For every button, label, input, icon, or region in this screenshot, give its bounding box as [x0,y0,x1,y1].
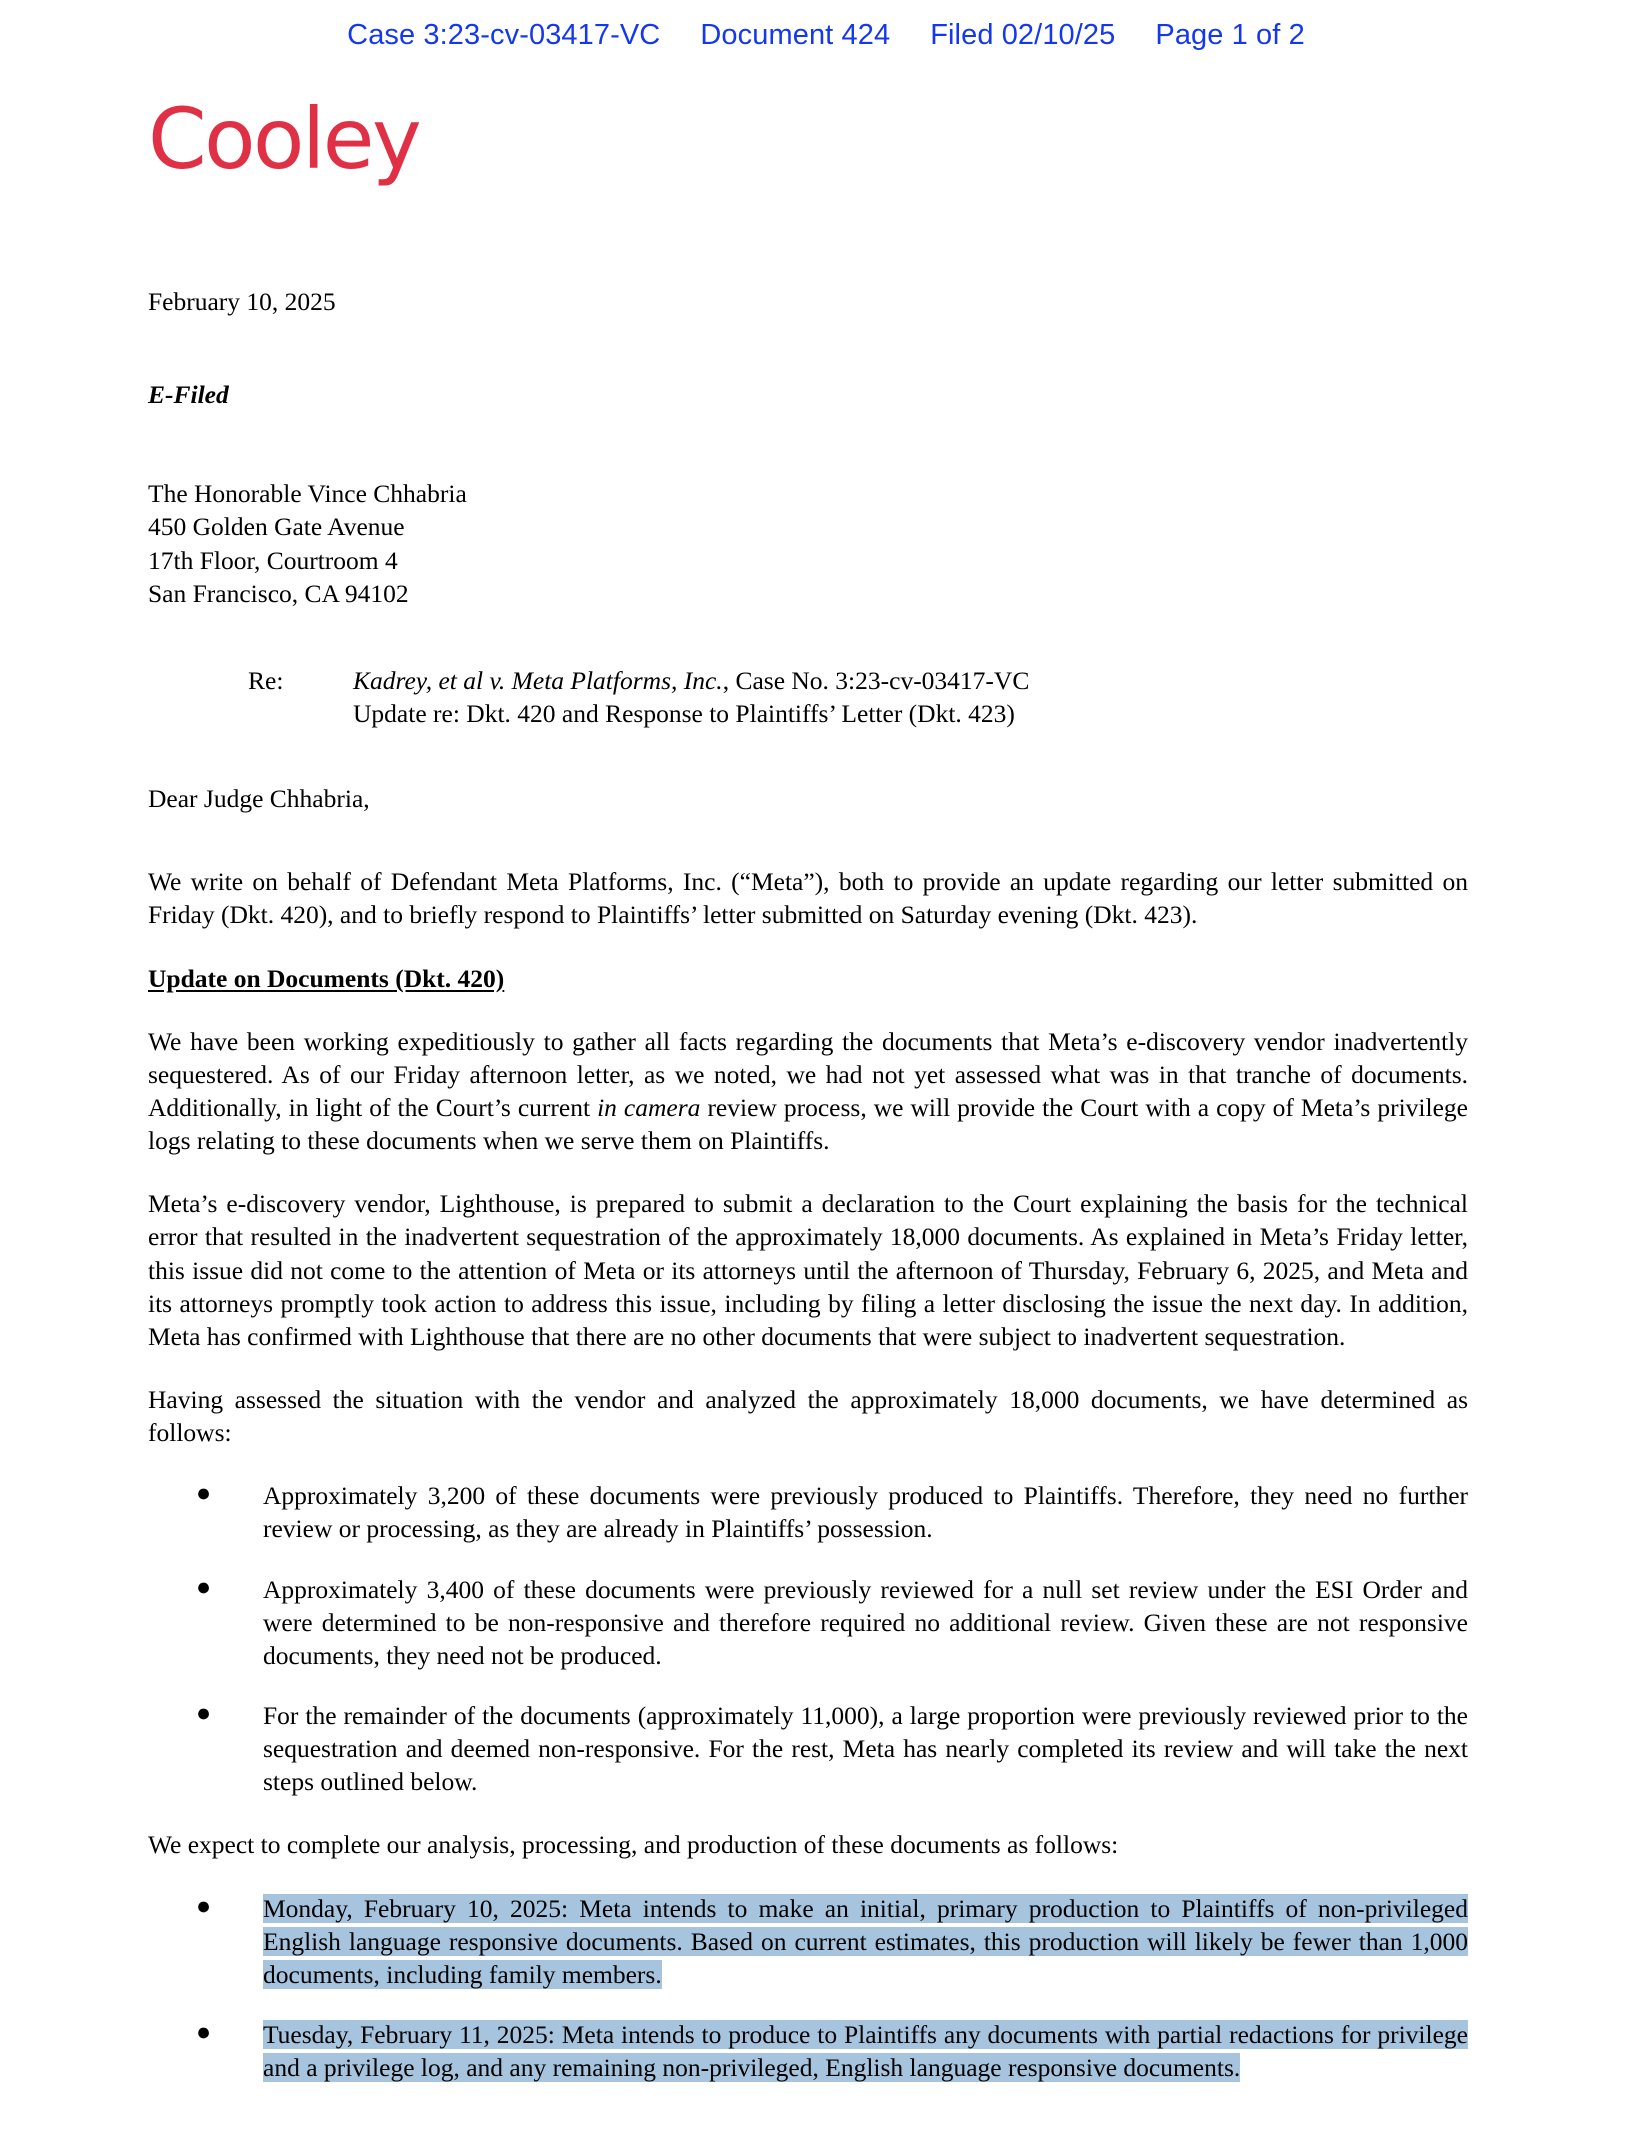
section-heading-update-on-documents: Update on Documents (Dkt. 420) [148,963,505,993]
ecf-header-stamp [0,0,1652,70]
paragraph-2: Meta’s e-discovery vendor, Lighthouse, is prepared to submit a declaration to the Court explaining the basis for the technical error that resulted in the inadvertent sequestration of the approximately 18,000 documents. As explained in Meta’s Friday letter, this issue did not come to the attention of Meta or its attorneys until the afternoon of Thursday, February 6, 2025, and Meta and its attorneys promptly took action to address this issue, including by filing a letter disclosing the issue the next day. In addition, Meta has confirmed with Lighthouse that there are no other documents that were subject to inadvertent sequestration. [148,1189,1468,1351]
highlight-span: Monday, February 10, 2025: Meta intends to make an initial, primary production to Plaintiffs of non-privileged English language responsive documents. Based on current estimates, this production will likely be fewer than 1,000 documents, including family members. [263,1893,1468,1989]
list-item [148,2018,1468,2084]
highlight-span: Tuesday, February 11, 2025: Meta intends to produce to Plaintiffs any documents with partial redactions for privilege and a privilege log, and any remaining non-privileged, English language responsive documents. [263,2019,1468,2083]
list-item [148,1573,1468,1672]
letter-date: February 10, 2025 [148,287,336,316]
bullet-dot-icon: ● [196,1699,212,1727]
list-item [148,1892,1468,1991]
paragraph-intro: We write on behalf of Defendant Meta Platforms, Inc. (“Meta”), both to provide an update regarding our letter submitted on Friday (Dkt. 420), and to briefly respond to Plaintiffs’ letter submitted on Saturday evening (Dkt. 423). [148,867,1468,930]
paragraph-1 [148,1025,1468,1158]
re-label: Re: [248,665,284,695]
re-case-number: , Case No. 3:23-cv-03417-VC [722,665,1030,695]
letter-body [148,285,1468,2114]
re-subject-line: Update re: Dkt. 420 and Response to Plaintiffs’ Letter (Dkt. 423) [353,698,1015,728]
ecf-case-number: Case 3:23-cv-03417-VC [347,18,661,51]
list-item-text-highlighted [263,1892,1468,1991]
efiled-label: E-Filed [148,380,229,410]
list-item-text-highlighted [263,2018,1468,2084]
re-case-caption [353,664,1468,697]
bullet-dot-icon: ● [196,1573,212,1601]
bullet-dot-icon: ● [196,1892,212,1920]
recipient-name: The Honorable Vince Chhabria [148,479,467,509]
recipient-address-block [148,477,1468,610]
re-line-primary [248,664,1468,697]
list-item-text: Approximately 3,200 of these documents were previously produced to Plaintiffs. Therefore, they need no further review or processing, as they are already in Plaintiffs’ possession. [263,1481,1468,1544]
paragraph-3: Having assessed the situation with the vendor and analyzed the approximately 18,000 documents, we have determined as follows: [148,1384,1468,1448]
recipient-street: 450 Golden Gate Avenue [148,512,405,542]
bullet-list-production-schedule [148,1892,1468,2085]
list-item-text: Approximately 3,400 of these documents were previously reviewed for a null set review under the ESI Order and were determined to be non-responsive and therefore required no additional review. Given these are not responsive documents, they need not be produced. [263,1574,1468,1670]
salutation: Dear Judge Chhabria, [148,784,370,814]
list-item [148,1479,1468,1545]
paragraph-1-part-a: We have been working expeditiously to gather all facts regarding the documents that Meta’s e-discovery vendor inadvertently sequestered. As of our Friday afternoon letter, as we noted, we had not yet assessed what was in that tranche of documents. Additionally, in light of the Court’s current [148,1026,1468,1122]
paragraph-1-part-b: review process, we will provide the Court with a copy of Meta’s privilege logs relating to these documents when we serve them on Plaintiffs. [148,1092,1468,1156]
list-item-text: For the remainder of the documents (approximately 11,000), a large proportion were previously reviewed prior to the sequestration and deemed non-responsive. For the rest, Meta has nearly completed its review and will take the next steps outlined below. [263,1700,1468,1797]
ecf-filed-date: Filed 02/10/25 [930,18,1116,51]
bullet-dot-icon: ● [196,1480,212,1508]
bullet-list-determinations [148,1479,1468,1798]
cooley-logo: Cooley [148,90,420,188]
paragraph-1-italic-in-camera: in camera [597,1092,701,1122]
bullet-dot-icon: ● [196,2018,212,2046]
recipient-city: San Francisco, CA 94102 [148,578,409,608]
re-case-name: Kadrey, et al v. Meta Platforms, Inc. [353,665,723,695]
ecf-page-number: Page 1 of 2 [1155,18,1305,51]
paragraph-4: We expect to complete our analysis, processing, and production of these documents as follows: [148,1830,1119,1860]
list-item [148,1699,1468,1798]
ecf-document-number: Document 424 [700,18,891,51]
letterhead [148,90,420,188]
recipient-floor: 17th Floor, Courtroom 4 [148,545,398,575]
re-block [148,664,1468,730]
